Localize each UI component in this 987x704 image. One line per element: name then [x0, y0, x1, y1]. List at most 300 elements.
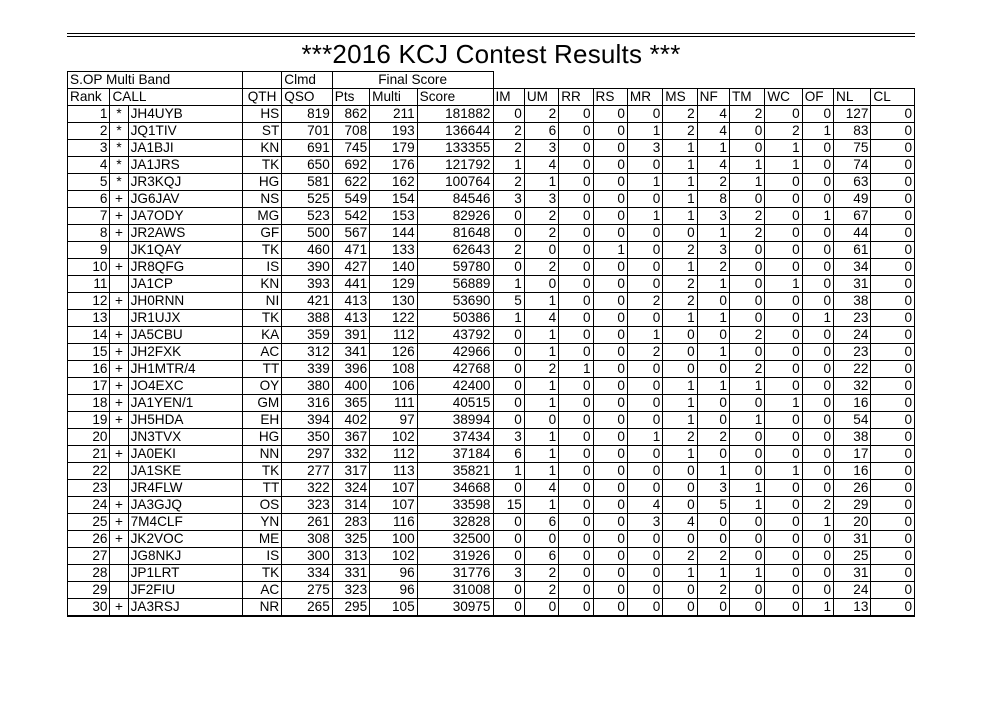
- cell-tm: 0: [729, 548, 764, 565]
- cell-score: 84546: [417, 191, 493, 208]
- cell-of: 0: [802, 565, 833, 582]
- cell-pts: 325: [332, 531, 369, 548]
- cell-im: 2: [493, 123, 524, 140]
- cell-qso: 460: [282, 242, 333, 259]
- cell-nf: 0: [697, 293, 729, 310]
- cell-qth: NI: [242, 293, 281, 310]
- cell-mr: 0: [627, 276, 662, 293]
- cell-um: 3: [524, 191, 558, 208]
- cell-multi: 133: [370, 242, 418, 259]
- cell-mr: 0: [627, 480, 662, 497]
- table-row: [68, 225, 915, 242]
- cell-call: JR4FLW: [128, 480, 242, 497]
- cell-score: 30975: [417, 599, 493, 617]
- cell-score: 42768: [417, 361, 493, 378]
- cell-wc: 0: [765, 208, 802, 225]
- cell-call: JR1UJX: [128, 310, 242, 327]
- cell-tm: 1: [729, 157, 764, 174]
- cell-qth: NS: [242, 191, 281, 208]
- cell-wc: 1: [765, 395, 802, 412]
- cell-score: 42966: [417, 344, 493, 361]
- cell-qso: 277: [282, 463, 333, 480]
- cell-rr: 0: [559, 378, 593, 395]
- cell-tm: 2: [729, 208, 764, 225]
- cell-mr: 2: [627, 293, 662, 310]
- blank-qth-cell: [242, 72, 281, 89]
- cell-qth: HG: [242, 174, 281, 191]
- cell-cl: 0: [871, 446, 915, 463]
- cell-qso: 323: [282, 497, 333, 514]
- cell-ms: 1: [663, 208, 697, 225]
- cell-cl: 0: [871, 429, 915, 446]
- cell-qso: 312: [282, 344, 333, 361]
- cell-marker: [110, 310, 128, 327]
- cell-multi: 96: [370, 565, 418, 582]
- cell-rank: 9: [68, 242, 110, 259]
- cell-qth: OS: [242, 497, 281, 514]
- cell-tm: 0: [729, 259, 764, 276]
- cell-call: JK1QAY: [128, 242, 242, 259]
- cell-im: 2: [493, 174, 524, 191]
- cell-im: 0: [493, 480, 524, 497]
- cell-qth: MG: [242, 208, 281, 225]
- cell-marker: +: [110, 446, 128, 463]
- cell-multi: 106: [370, 378, 418, 395]
- cell-ms: 1: [663, 140, 697, 157]
- cell-rank: 15: [68, 344, 110, 361]
- cell-nl: 61: [834, 242, 871, 259]
- cell-tm: 0: [729, 599, 764, 617]
- cell-rr: 0: [559, 548, 593, 565]
- cell-pts: 413: [332, 293, 369, 310]
- cell-call: JA0EKI: [128, 446, 242, 463]
- cell-score: 59780: [417, 259, 493, 276]
- cell-pts: 413: [332, 310, 369, 327]
- cell-cl: 0: [871, 463, 915, 480]
- cell-ms: 1: [663, 446, 697, 463]
- cell-rs: 0: [593, 310, 627, 327]
- cell-of: 0: [802, 191, 833, 208]
- cell-pts: 295: [332, 599, 369, 617]
- cell-ms: 0: [663, 531, 697, 548]
- cell-ms: 1: [663, 378, 697, 395]
- cell-um: 1: [524, 395, 558, 412]
- cell-im: 5: [493, 293, 524, 310]
- cell-tm: 0: [729, 123, 764, 140]
- cell-pts: 391: [332, 327, 369, 344]
- cell-ms: 1: [663, 259, 697, 276]
- cell-rank: 7: [68, 208, 110, 225]
- cell-ms: 2: [663, 123, 697, 140]
- cell-rs: 0: [593, 174, 627, 191]
- cell-score: 32828: [417, 514, 493, 531]
- cell-nl: 34: [834, 259, 871, 276]
- cell-cl: 0: [871, 548, 915, 565]
- cell-cl: 0: [871, 361, 915, 378]
- cell-rs: 0: [593, 140, 627, 157]
- cell-im: 0: [493, 361, 524, 378]
- cell-pts: 862: [332, 106, 369, 123]
- cell-mr: 0: [627, 378, 662, 395]
- cell-marker: +: [110, 599, 128, 617]
- cell-um: 2: [524, 361, 558, 378]
- cell-rr: 1: [559, 361, 593, 378]
- cell-qth: IS: [242, 548, 281, 565]
- cell-ms: 1: [663, 310, 697, 327]
- cell-rr: 0: [559, 395, 593, 412]
- cell-mr: 0: [627, 106, 662, 123]
- cell-nl: 83: [834, 123, 871, 140]
- cell-call: JA1CP: [128, 276, 242, 293]
- cell-nl: 75: [834, 140, 871, 157]
- cell-qso: 390: [282, 259, 333, 276]
- cell-marker: +: [110, 344, 128, 361]
- cell-rs: 0: [593, 531, 627, 548]
- cell-qso: 691: [282, 140, 333, 157]
- cell-of: 0: [802, 140, 833, 157]
- clmd-label: Clmd: [282, 72, 333, 89]
- cell-im: 1: [493, 463, 524, 480]
- cell-rank: 24: [68, 497, 110, 514]
- cell-nl: 13: [834, 599, 871, 617]
- cell-rs: 1: [593, 242, 627, 259]
- cell-im: 0: [493, 531, 524, 548]
- cell-multi: 113: [370, 463, 418, 480]
- cell-nl: 127: [834, 106, 871, 123]
- cell-wc: 0: [765, 191, 802, 208]
- cell-rr: 0: [559, 208, 593, 225]
- cell-ms: 1: [663, 174, 697, 191]
- top-rule: [67, 33, 915, 34]
- cell-im: 3: [493, 429, 524, 446]
- cell-qth: IS: [242, 259, 281, 276]
- cell-tm: 1: [729, 412, 764, 429]
- cell-wc: 1: [765, 157, 802, 174]
- cell-rr: 0: [559, 123, 593, 140]
- cell-mr: 0: [627, 548, 662, 565]
- cell-of: 0: [802, 157, 833, 174]
- cell-tm: 1: [729, 565, 764, 582]
- table-row: [68, 106, 915, 123]
- cell-im: 0: [493, 599, 524, 617]
- cell-pts: 283: [332, 514, 369, 531]
- cell-qth: ME: [242, 531, 281, 548]
- cell-cl: 0: [871, 208, 915, 225]
- cell-im: 6: [493, 446, 524, 463]
- cell-score: 34668: [417, 480, 493, 497]
- cell-rank: 21: [68, 446, 110, 463]
- cell-nl: 31: [834, 276, 871, 293]
- cell-mr: 0: [627, 412, 662, 429]
- cell-cl: 0: [871, 412, 915, 429]
- cell-wc: 2: [765, 123, 802, 140]
- cell-nf: 4: [697, 106, 729, 123]
- cell-wc: 0: [765, 497, 802, 514]
- cell-rr: 0: [559, 446, 593, 463]
- cell-qso: 388: [282, 310, 333, 327]
- cell-call: JR2AWS: [128, 225, 242, 242]
- cell-call: JA3GJQ: [128, 497, 242, 514]
- cell-score: 37184: [417, 446, 493, 463]
- cell-score: 40515: [417, 395, 493, 412]
- cell-pts: 622: [332, 174, 369, 191]
- cell-um: 4: [524, 310, 558, 327]
- cell-nf: 2: [697, 548, 729, 565]
- cell-tm: 0: [729, 310, 764, 327]
- cell-tm: 0: [729, 446, 764, 463]
- cell-um: 1: [524, 463, 558, 480]
- table-row: [68, 480, 915, 497]
- cell-of: 0: [802, 361, 833, 378]
- cell-rs: 0: [593, 361, 627, 378]
- cell-wc: 0: [765, 310, 802, 327]
- cell-cl: 0: [871, 378, 915, 395]
- table-row: [68, 548, 915, 565]
- cell-marker: *: [110, 174, 128, 191]
- cell-nl: 22: [834, 361, 871, 378]
- cell-rank: 14: [68, 327, 110, 344]
- cell-of: 0: [802, 276, 833, 293]
- cell-um: 2: [524, 582, 558, 599]
- cell-marker: +: [110, 395, 128, 412]
- cell-mr: 0: [627, 395, 662, 412]
- cell-im: 0: [493, 548, 524, 565]
- cell-qso: 394: [282, 412, 333, 429]
- cell-qth: NR: [242, 599, 281, 617]
- cell-mr: 2: [627, 344, 662, 361]
- cell-cl: 0: [871, 565, 915, 582]
- cell-cl: 0: [871, 293, 915, 310]
- cell-nl: 23: [834, 344, 871, 361]
- cell-score: 31008: [417, 582, 493, 599]
- cell-qso: 334: [282, 565, 333, 582]
- cell-marker: +: [110, 514, 128, 531]
- cell-rs: 0: [593, 582, 627, 599]
- cell-of: 0: [802, 480, 833, 497]
- cell-um: 2: [524, 259, 558, 276]
- cell-rank: 4: [68, 157, 110, 174]
- cell-call: JN3TVX: [128, 429, 242, 446]
- cell-nf: 0: [697, 446, 729, 463]
- cell-rs: 0: [593, 446, 627, 463]
- cell-multi: 108: [370, 361, 418, 378]
- col-header-um: UM: [524, 89, 558, 106]
- cell-mr: 0: [627, 565, 662, 582]
- cell-mr: 1: [627, 123, 662, 140]
- cell-marker: +: [110, 361, 128, 378]
- cell-rs: 0: [593, 106, 627, 123]
- cell-qso: 359: [282, 327, 333, 344]
- cell-nf: 2: [697, 259, 729, 276]
- cell-of: 0: [802, 344, 833, 361]
- cell-rank: 3: [68, 140, 110, 157]
- cell-im: 0: [493, 106, 524, 123]
- cell-of: 0: [802, 395, 833, 412]
- cell-qth: YN: [242, 514, 281, 531]
- cell-pts: 745: [332, 140, 369, 157]
- cell-score: 50386: [417, 310, 493, 327]
- cell-ms: 0: [663, 480, 697, 497]
- cell-rs: 0: [593, 344, 627, 361]
- cell-rank: 12: [68, 293, 110, 310]
- cell-rr: 0: [559, 599, 593, 617]
- cell-score: 121792: [417, 157, 493, 174]
- cell-rank: 8: [68, 225, 110, 242]
- cell-marker: +: [110, 293, 128, 310]
- cell-ms: 0: [663, 582, 697, 599]
- col-header-call: CALL: [110, 89, 242, 106]
- table-row: [68, 565, 915, 582]
- col-header-rr: RR: [559, 89, 593, 106]
- cell-rank: 20: [68, 429, 110, 446]
- cell-wc: 1: [765, 276, 802, 293]
- cell-qso: 380: [282, 378, 333, 395]
- cell-nl: 16: [834, 463, 871, 480]
- cell-marker: [110, 429, 128, 446]
- cell-wc: 0: [765, 361, 802, 378]
- cell-pts: 332: [332, 446, 369, 463]
- cell-of: 0: [802, 327, 833, 344]
- cell-qso: 261: [282, 514, 333, 531]
- cell-pts: 692: [332, 157, 369, 174]
- col-header-score: Score: [417, 89, 493, 106]
- cell-tm: 1: [729, 480, 764, 497]
- cell-rank: 17: [68, 378, 110, 395]
- cell-im: 0: [493, 582, 524, 599]
- cell-qth: TK: [242, 242, 281, 259]
- table-row: [68, 582, 915, 599]
- cell-nl: 25: [834, 548, 871, 565]
- table-row: [68, 412, 915, 429]
- cell-tm: 2: [729, 361, 764, 378]
- cell-cl: 0: [871, 140, 915, 157]
- col-header-nf: NF: [697, 89, 729, 106]
- cell-nl: 16: [834, 395, 871, 412]
- cell-rr: 0: [559, 565, 593, 582]
- cell-multi: 107: [370, 497, 418, 514]
- cell-qso: 819: [282, 106, 333, 123]
- col-header-im: IM: [493, 89, 524, 106]
- cell-nf: 1: [697, 140, 729, 157]
- cell-of: 0: [802, 174, 833, 191]
- cell-score: 133355: [417, 140, 493, 157]
- cell-wc: 0: [765, 327, 802, 344]
- cell-rs: 0: [593, 378, 627, 395]
- cell-score: 43792: [417, 327, 493, 344]
- cell-qso: 265: [282, 599, 333, 617]
- cell-wc: 0: [765, 242, 802, 259]
- cell-score: 32500: [417, 531, 493, 548]
- cell-qso: 308: [282, 531, 333, 548]
- cell-um: 2: [524, 225, 558, 242]
- cell-qso: 525: [282, 191, 333, 208]
- cell-qth: KA: [242, 327, 281, 344]
- cell-rr: 0: [559, 497, 593, 514]
- cell-wc: 0: [765, 531, 802, 548]
- cell-nl: 20: [834, 514, 871, 531]
- cell-tm: 0: [729, 395, 764, 412]
- cell-score: 136644: [417, 123, 493, 140]
- cell-of: 2: [802, 497, 833, 514]
- cell-call: JA1JRS: [128, 157, 242, 174]
- cell-um: 2: [524, 208, 558, 225]
- cell-nf: 1: [697, 225, 729, 242]
- cell-wc: 0: [765, 582, 802, 599]
- cell-im: 0: [493, 327, 524, 344]
- cell-nf: 0: [697, 361, 729, 378]
- cell-call: JH2FXK: [128, 344, 242, 361]
- cell-multi: 129: [370, 276, 418, 293]
- cell-pts: 323: [332, 582, 369, 599]
- cell-im: 0: [493, 395, 524, 412]
- cell-mr: 0: [627, 259, 662, 276]
- cell-pts: 400: [332, 378, 369, 395]
- cell-qso: 322: [282, 480, 333, 497]
- cell-score: 31926: [417, 548, 493, 565]
- cell-ms: 2: [663, 548, 697, 565]
- cell-qso: 350: [282, 429, 333, 446]
- cell-nl: 29: [834, 497, 871, 514]
- table-row: [68, 463, 915, 480]
- cell-nl: 32: [834, 378, 871, 395]
- cell-wc: 0: [765, 429, 802, 446]
- cell-um: 3: [524, 140, 558, 157]
- cell-qth: OY: [242, 378, 281, 395]
- cell-marker: *: [110, 157, 128, 174]
- cell-ms: 2: [663, 242, 697, 259]
- cell-call: JA5CBU: [128, 327, 242, 344]
- cell-pts: 324: [332, 480, 369, 497]
- cell-um: 6: [524, 514, 558, 531]
- cell-of: 0: [802, 548, 833, 565]
- cell-mr: 0: [627, 310, 662, 327]
- cell-multi: 105: [370, 599, 418, 617]
- cell-mr: 3: [627, 514, 662, 531]
- cell-nl: 38: [834, 429, 871, 446]
- cell-nf: 0: [697, 531, 729, 548]
- cell-tm: 2: [729, 327, 764, 344]
- cell-pts: 402: [332, 412, 369, 429]
- cell-score: 56889: [417, 276, 493, 293]
- cell-pts: 331: [332, 565, 369, 582]
- cell-mr: 1: [627, 327, 662, 344]
- cell-nf: 0: [697, 412, 729, 429]
- cell-rs: 0: [593, 412, 627, 429]
- cell-multi: 140: [370, 259, 418, 276]
- cell-score: 181882: [417, 106, 493, 123]
- cell-qth: TK: [242, 565, 281, 582]
- cell-ms: 2: [663, 276, 697, 293]
- col-header-cl: CL: [871, 89, 915, 106]
- cell-rr: 0: [559, 293, 593, 310]
- cell-nf: 0: [697, 599, 729, 617]
- cell-cl: 0: [871, 514, 915, 531]
- cell-rr: 0: [559, 514, 593, 531]
- cell-nl: 24: [834, 582, 871, 599]
- table-row: [68, 599, 915, 617]
- cell-nl: 23: [834, 310, 871, 327]
- table-row: [68, 378, 915, 395]
- cell-of: 0: [802, 463, 833, 480]
- cell-cl: 0: [871, 480, 915, 497]
- cell-mr: 1: [627, 174, 662, 191]
- cell-mr: 0: [627, 446, 662, 463]
- table-row: [68, 123, 915, 140]
- cell-rank: 29: [68, 582, 110, 599]
- table-row: [68, 276, 915, 293]
- cell-call: JA3RSJ: [128, 599, 242, 617]
- cell-rs: 0: [593, 480, 627, 497]
